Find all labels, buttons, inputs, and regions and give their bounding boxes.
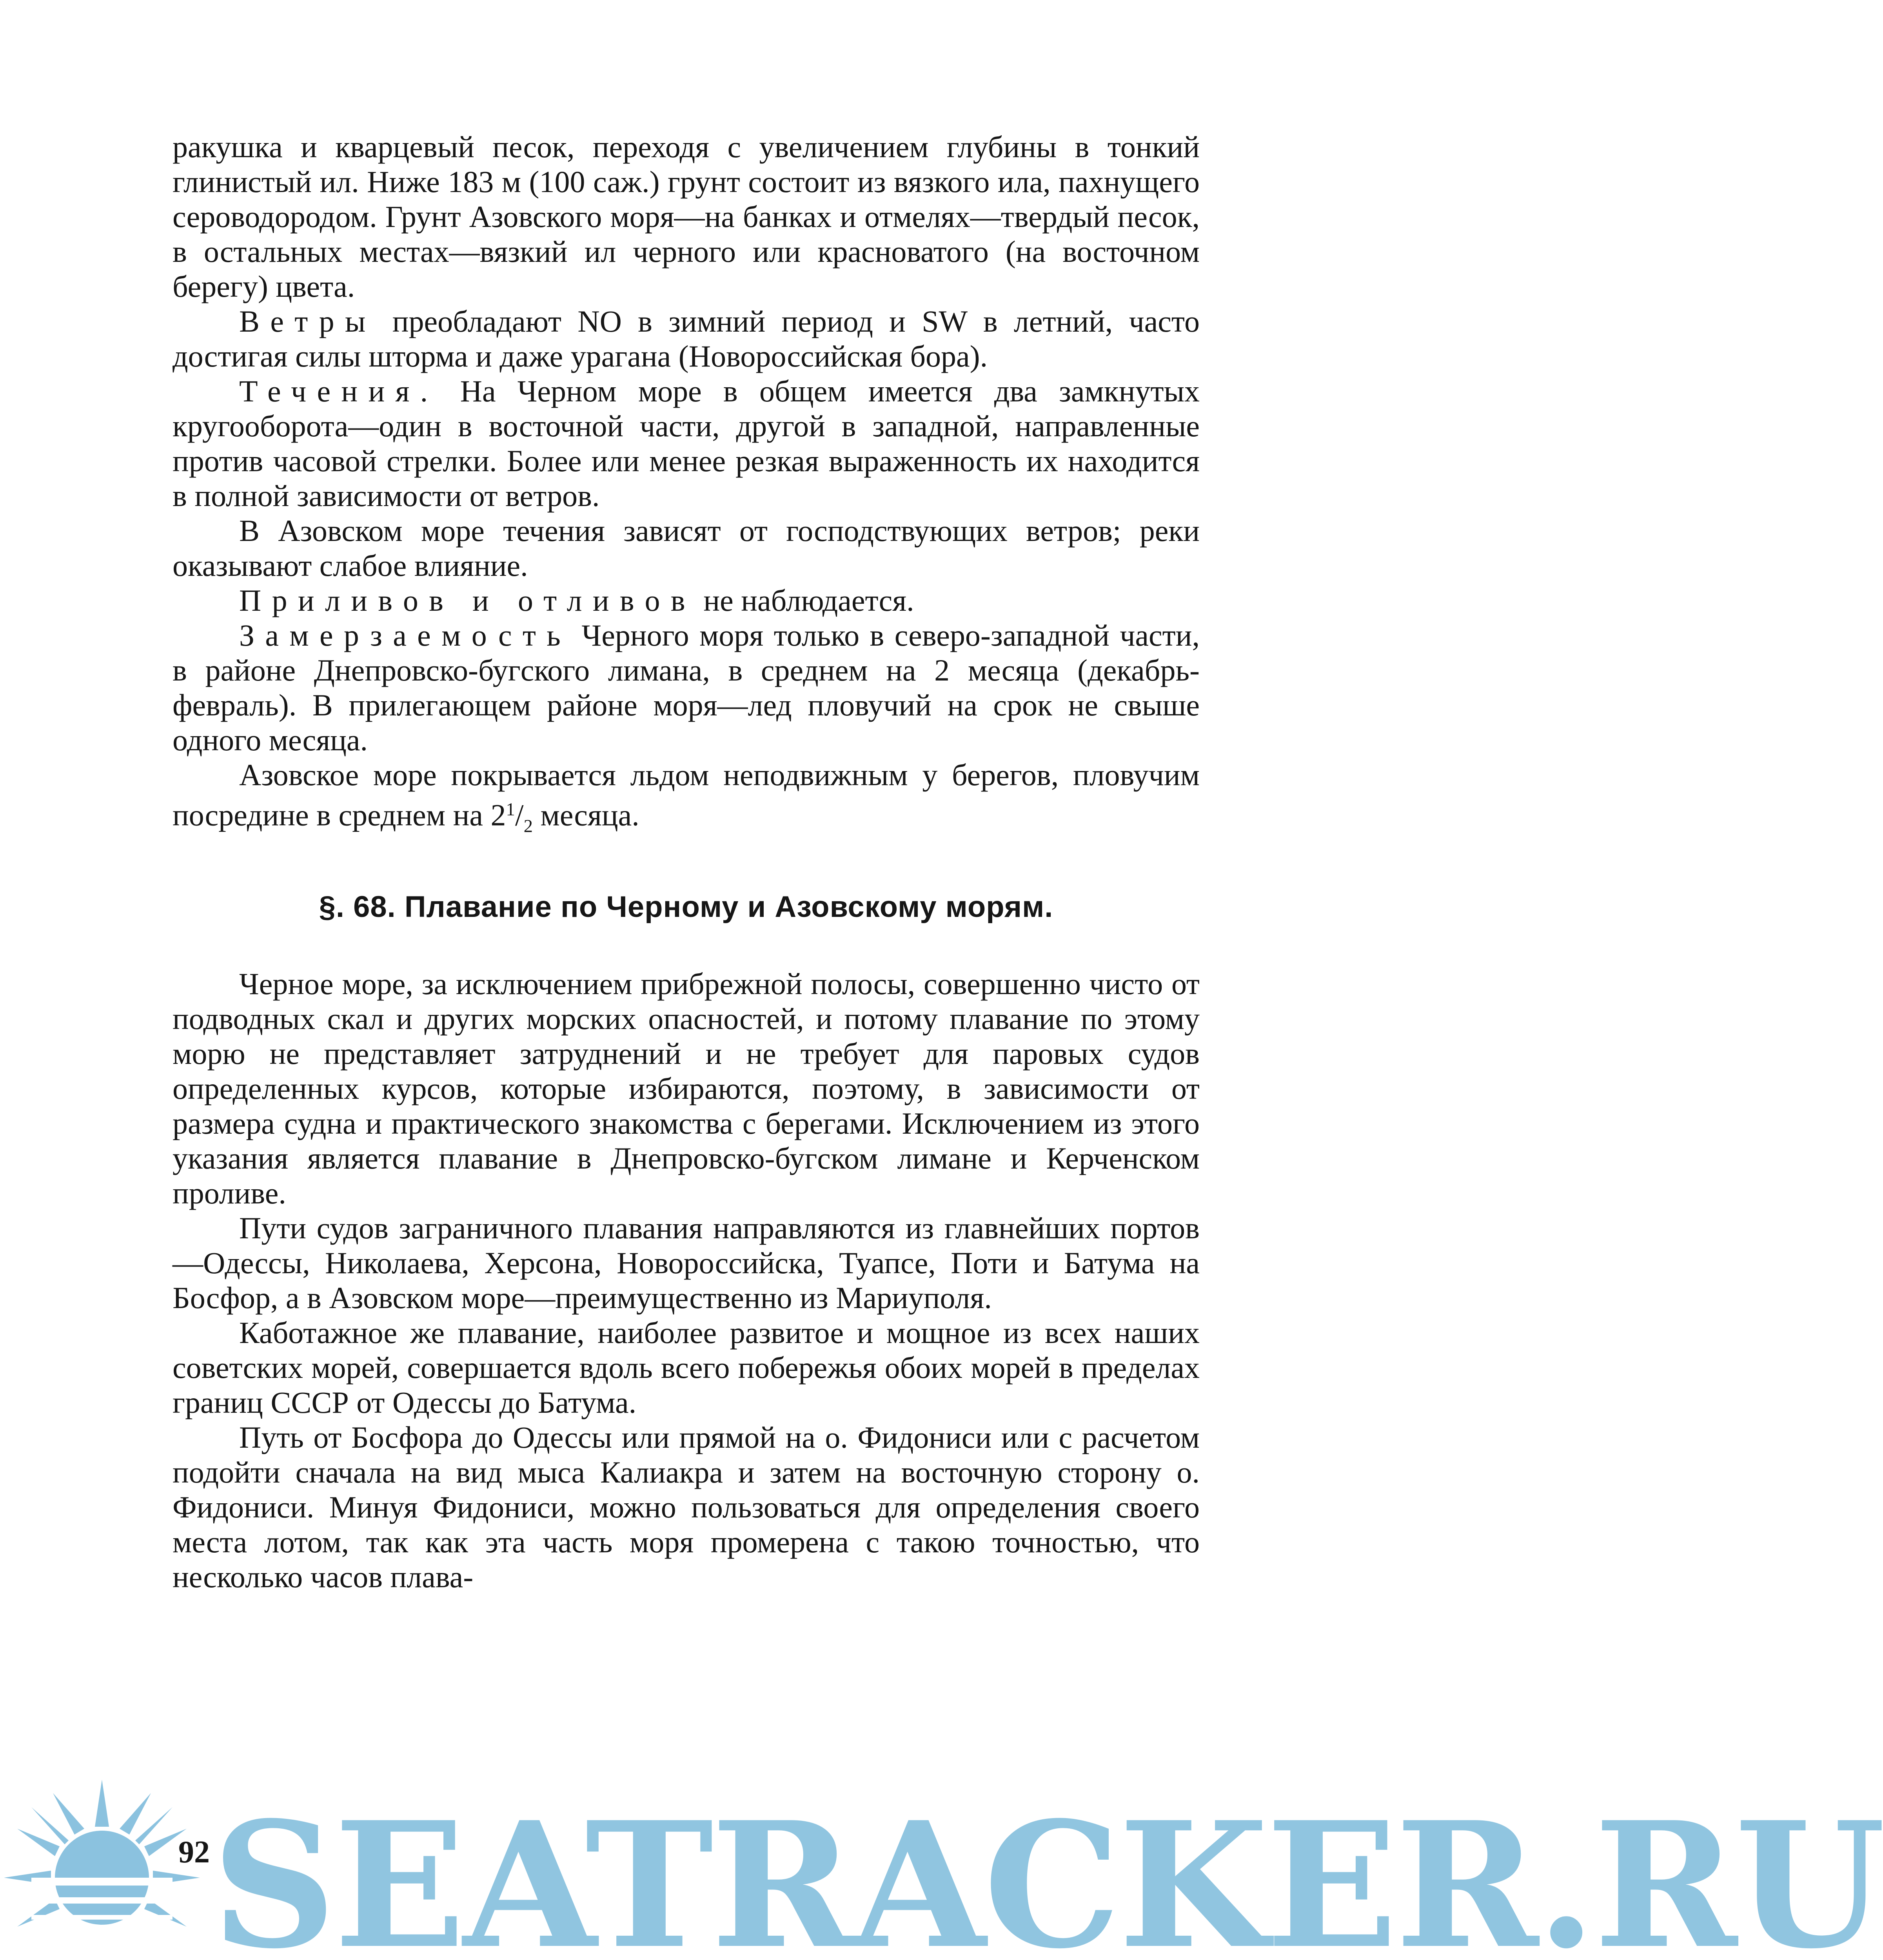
- text-tides: не наблюдается.: [695, 583, 914, 617]
- term-winds: Ветры: [239, 304, 376, 338]
- watermark-text: SEATRACKER.RU: [212, 1784, 1883, 1960]
- page-body: [173, 129, 1200, 1594]
- paragraph-currents: [173, 374, 1200, 513]
- paragraph-azov-ice: [173, 757, 1200, 844]
- section-heading: §. 68. Плавание по Черному и Азовскому морям.: [319, 890, 1053, 924]
- paragraph-freezing: [173, 618, 1200, 757]
- term-freezing: Замерзаемость: [239, 618, 572, 652]
- fraction-numerator: 1: [506, 799, 515, 820]
- paragraph-bosporus-odessa: Путь от Босфора до Одессы или прямой на о. Фидониси или с расчетом подойти сначала на вид мыса Калиакра и затем на восточную сторону о. Фидониси. Минуя Фидониси, можно пользоваться для определения своего места лотом, так как эта часть моря промерена с такою точностью, что несколько часов плава-: [173, 1420, 1200, 1594]
- fraction-slash: /: [515, 798, 524, 832]
- page-number: 92: [178, 1835, 210, 1869]
- paragraph-coastal: Каботажное же плавание, наиболее развитое и мощное из всех наших советских морей, совершается вдоль всего побережья обоих морей в пределах границ СССР от Одессы до Батума.: [173, 1316, 1200, 1420]
- term-currents: Течения.: [239, 374, 439, 408]
- text-azov-ice-end: месяца.: [532, 798, 639, 832]
- paragraph-tides: [173, 583, 1200, 618]
- fraction-denominator: 2: [523, 816, 533, 837]
- paragraph-routes: Пути судов заграничного плавания направляются из главнейших портов—Одессы, Николаева, Херсона, Новороссийска, Туапсе, Поти и Батума на Босфор, а в Азовском море—преимущественно из Мариуполя.: [173, 1211, 1200, 1315]
- text-azov-ice: Азовское море покрывается льдом неподвижным у берегов, пловучим посредине в среднем на 2: [173, 758, 1200, 832]
- text-winds: преобладают NO в зимний период и SW в летний, часто достигая силы шторма и даже урагана (Новороссийская бора).: [173, 304, 1200, 373]
- paragraph-soil: ракушка и кварцевый песок, переходя с увеличением глубины в тонкий глинистый ил. Ниже 183 м (100 саж.) грунт состоит из вязкого ила, пахнущего сероводородом. Грунт Азовского моря—на банках и отмелях—твердый песок, в остальных местах—вязкий ил черного или красноватого (на восточном берегу) цвета.: [173, 130, 1200, 303]
- text-freezing: Черного моря только в северо-западной части, в районе Днепровско-бугского лимана, в среднем на 2 месяца (декабрь-февраль). В прилегающем районе моря—лед пловучий на срок не свыше одного месяца.: [173, 618, 1200, 757]
- term-tides: Приливов и отливов: [239, 583, 696, 617]
- text-currents: На Черном море в общем имеется два замкнутых кругооборота—один в восточной части, другой в западной, направленные против часовой стрелки. Более или менее резкая выраженность их находится в полной зависимости от ветров.: [173, 374, 1200, 513]
- paragraph-azov-currents: В Азовском море течения зависят от господствующих ветров; реки оказывают слабое влияние.: [173, 514, 1200, 583]
- paragraph-black-sea-nav: Черное море, за исключением прибрежной полосы, совершенно чисто от подводных скал и других морских опасностей, и потому плавание по этому морю не представляет затруднений и не требует для паровых судов определенных курсов, которые избираются, поэтому, в зависимости от размера судна и практического знакомства с берегами. Исключением из этого указания является плавание в Днепровско-бугском лимане и Керченском проливе.: [173, 967, 1200, 1210]
- paragraph-winds: [173, 304, 1200, 374]
